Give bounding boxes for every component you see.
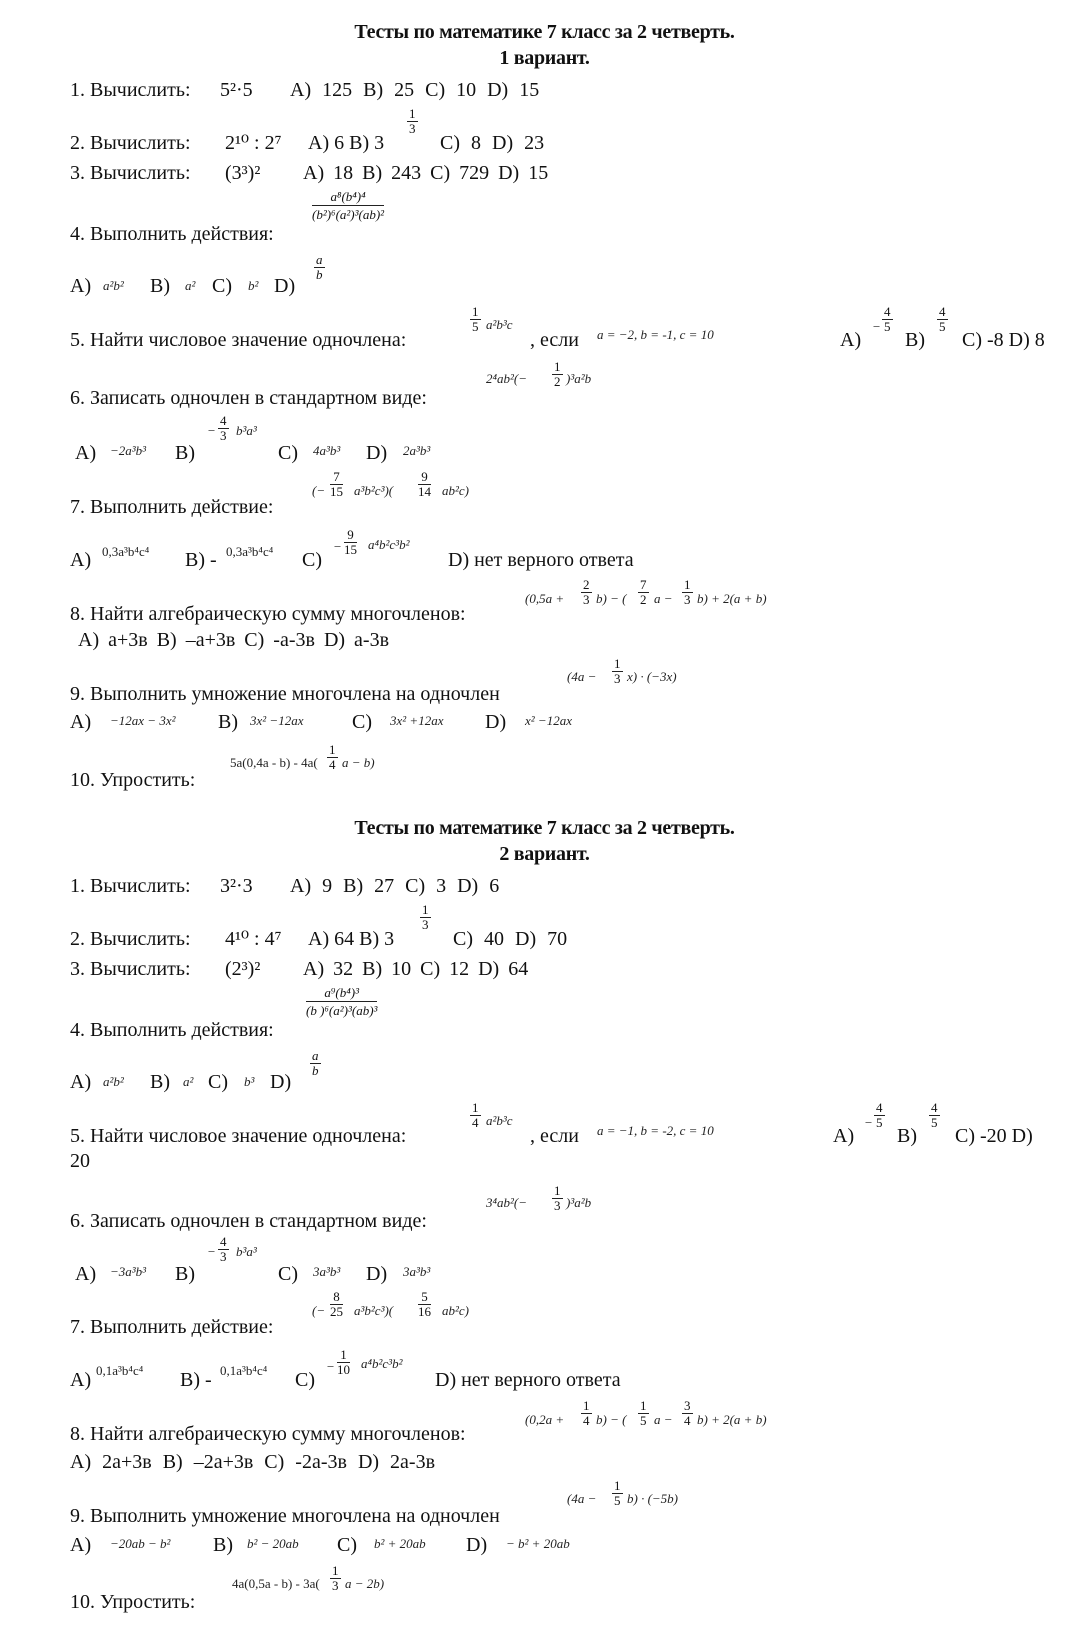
expression: 5²·5 bbox=[220, 79, 253, 101]
expression: a − b) bbox=[342, 755, 375, 770]
fraction: 1 2 bbox=[554, 359, 561, 389]
question-9: 9. Выполнить умножение многочлена на одночлен bbox=[70, 683, 500, 705]
answers: C) -20 D) bbox=[955, 1125, 1033, 1147]
answer-expr: b² + 20ab bbox=[374, 1536, 426, 1551]
answer-label: B) - bbox=[180, 1369, 212, 1391]
expression: (− bbox=[312, 1303, 326, 1318]
answers: A) 18 B) 243 C) 729 D) 15 bbox=[303, 162, 549, 184]
fraction: 4 5 bbox=[876, 1100, 883, 1130]
fraction: 9 14 bbox=[418, 469, 431, 499]
answer-expr: 0,1a³b⁴c⁴ bbox=[220, 1363, 268, 1378]
sign: − bbox=[207, 1244, 216, 1259]
answer-label: B) bbox=[897, 1125, 917, 1147]
expression: (0,5a + bbox=[525, 591, 565, 606]
expression: 2¹⁰ : 2⁷ bbox=[225, 132, 282, 154]
expression: 3²·3 bbox=[220, 875, 253, 897]
answers: A) 6 B) 3 bbox=[308, 132, 385, 154]
answer-label: C) bbox=[352, 711, 372, 733]
answers: A) 125 B) 25 C) 10 D) 15 bbox=[290, 79, 540, 101]
fraction: 4 5 bbox=[939, 304, 946, 334]
question-10: 10. Упростить: bbox=[70, 769, 196, 791]
fraction: 1 5 bbox=[640, 1398, 647, 1428]
expression: )³a²b bbox=[566, 371, 592, 386]
answer-label: D) bbox=[485, 711, 507, 733]
answer-expr: 3a³b³ bbox=[313, 1264, 341, 1279]
fraction: 1 3 bbox=[332, 1563, 339, 1593]
sign: − bbox=[207, 423, 216, 438]
answer-expr: a²b² bbox=[103, 278, 124, 293]
answer-label: C) bbox=[212, 275, 232, 297]
fraction: a b bbox=[316, 252, 323, 282]
answer-label: B) bbox=[150, 275, 170, 297]
fraction: 1 5 bbox=[472, 304, 479, 334]
answer-expr: b³a³ bbox=[236, 1244, 257, 1259]
answer-label: A) bbox=[75, 442, 97, 464]
answer-label: A) bbox=[70, 275, 92, 297]
monomial: a²b³c bbox=[486, 317, 513, 332]
expression: 5a(0,4a - b) - 4a( bbox=[230, 755, 318, 770]
answer-expr: a⁴b²c³b² bbox=[361, 1356, 403, 1371]
fraction: 2 3 bbox=[583, 577, 590, 607]
answer-expr: 3x² +12ax bbox=[390, 713, 444, 728]
sign: − bbox=[864, 1115, 873, 1130]
answer-expr: 4a³b³ bbox=[313, 443, 341, 458]
fraction: 1 4 bbox=[583, 1398, 590, 1428]
answer-expr: b³a³ bbox=[236, 423, 257, 438]
answer-expr: a² bbox=[185, 278, 196, 293]
fraction: 7 15 bbox=[330, 469, 343, 499]
fraction: 1 3 bbox=[422, 902, 429, 932]
expression: ab²c) bbox=[442, 483, 469, 498]
question-4: 4. Выполнить действия: bbox=[70, 1019, 274, 1041]
expression: a³b²c³)( bbox=[354, 1303, 394, 1318]
answer-label: D) bbox=[366, 442, 388, 464]
sign: − bbox=[333, 539, 342, 554]
question-9: 9. Выполнить умножение многочлена на одночлен bbox=[70, 1505, 500, 1527]
variable-values: a = −2, b = -1, c = 10 bbox=[597, 327, 714, 342]
question-3: 3. Вычислить: bbox=[70, 162, 191, 184]
expression: b) + 2(a + b) bbox=[697, 591, 767, 606]
fraction: 4 5 bbox=[884, 304, 891, 334]
fraction: 8 25 bbox=[330, 1289, 343, 1319]
answer-label: D) нет верного ответа bbox=[435, 1369, 621, 1391]
monomial: a²b³c bbox=[486, 1113, 513, 1128]
fraction: 1 5 bbox=[614, 1478, 621, 1508]
answer-expr: a² bbox=[183, 1074, 194, 1089]
answer-expr: b² bbox=[248, 278, 259, 293]
answers: C) 8 D) 23 bbox=[440, 132, 545, 154]
expression: b) − ( bbox=[596, 591, 627, 606]
fraction: 4 3 bbox=[220, 1234, 227, 1264]
question-5: 5. Найти числовое значение одночлена: bbox=[70, 329, 407, 351]
answer-label: A) bbox=[70, 549, 92, 571]
fraction-expression: a⁹(b⁴)³ (b )⁶(a²)³(ab)³ bbox=[306, 985, 378, 1018]
answer-label: A) bbox=[840, 329, 862, 351]
question-3: 3. Вычислить: bbox=[70, 958, 191, 980]
expression: (− bbox=[312, 483, 326, 498]
answer-expr: a⁴b²c³b² bbox=[368, 537, 410, 552]
answer-label: A) bbox=[70, 1369, 92, 1391]
fraction: 1 4 bbox=[329, 742, 336, 772]
answer-label: A) bbox=[70, 1534, 92, 1556]
fraction: 1 4 bbox=[472, 1100, 479, 1130]
answers: 20 bbox=[70, 1150, 90, 1172]
answer-label: C) bbox=[208, 1071, 228, 1093]
test-title: Тесты по математике 7 класс за 2 четверть. bbox=[354, 817, 735, 839]
question-4: 4. Выполнить действия: bbox=[70, 223, 274, 245]
fraction: 1 3 bbox=[409, 106, 416, 136]
sign: − bbox=[872, 319, 881, 334]
fraction: 3 4 bbox=[684, 1398, 691, 1428]
answer-label: C) bbox=[278, 442, 298, 464]
fraction: 1 3 bbox=[614, 656, 621, 686]
test-title: Тесты по математике 7 класс за 2 четверть. bbox=[354, 21, 735, 43]
answer-expr: 3a³b³ bbox=[403, 1264, 431, 1279]
expression: 3⁴ab²(− bbox=[486, 1195, 528, 1210]
answers: C) -8 D) 8 bbox=[962, 329, 1045, 351]
fraction: 9 15 bbox=[344, 527, 357, 557]
question-7: 7. Выполнить действие: bbox=[70, 496, 274, 518]
answer-label: B) - bbox=[185, 549, 217, 571]
question-1: 1. Вычислить: bbox=[70, 875, 191, 897]
answer-label: D) bbox=[270, 1071, 292, 1093]
answer-expr: 0,3a³b⁴c⁴ bbox=[102, 544, 150, 559]
expression: 4a(0,5a - b) - 3a( bbox=[232, 1576, 320, 1591]
answer-expr: 3x² −12ax bbox=[250, 713, 304, 728]
fraction: 4 3 bbox=[220, 413, 227, 443]
answer-label: B) bbox=[175, 1263, 195, 1285]
variable-values: a = −1, b = -2, c = 10 bbox=[597, 1123, 714, 1138]
answer-label: B) bbox=[905, 329, 925, 351]
expression: x) · (−3x) bbox=[627, 669, 677, 684]
answers: C) 40 D) 70 bbox=[453, 928, 568, 950]
expression: (0,2a + bbox=[525, 1412, 565, 1427]
expression: (4a − bbox=[567, 669, 597, 684]
fraction: 1 10 bbox=[337, 1347, 350, 1377]
answer-expr: x² −12ax bbox=[525, 713, 572, 728]
expression: b) + 2(a + b) bbox=[697, 1412, 767, 1427]
question-8: 8. Найти алгебраическую сумму многочленов: bbox=[70, 603, 466, 625]
answer-expr: −20ab − b² bbox=[110, 1536, 171, 1551]
answers: A) 64 B) 3 bbox=[308, 928, 395, 950]
expression: )³a²b bbox=[566, 1195, 592, 1210]
answer-label: A) bbox=[833, 1125, 855, 1147]
expression: a − bbox=[654, 1412, 673, 1427]
expression: a − 2b) bbox=[345, 1576, 385, 1591]
expression: (2³)² bbox=[225, 958, 261, 980]
answer-expr: b² − 20ab bbox=[247, 1536, 299, 1551]
question-6: 6. Записать одночлен в стандартном виде: bbox=[70, 387, 427, 409]
variant-label: 1 вариант. bbox=[499, 47, 590, 69]
question-7: 7. Выполнить действие: bbox=[70, 1316, 274, 1338]
answer-label: C) bbox=[302, 549, 322, 571]
fraction: 4 5 bbox=[931, 1100, 938, 1130]
answer-label: B) bbox=[213, 1534, 233, 1556]
answer-label: C) bbox=[295, 1369, 315, 1391]
answer-label: A) bbox=[70, 1071, 92, 1093]
answer-label: B) bbox=[150, 1071, 170, 1093]
answer-label: A) bbox=[70, 711, 92, 733]
answer-label: D) bbox=[466, 1534, 488, 1556]
expression: (3³)² bbox=[225, 162, 261, 184]
answers: A) 32 B) 10 C) 12 D) 64 bbox=[303, 958, 529, 980]
answer-expr: 0,1a³b⁴c⁴ bbox=[96, 1363, 144, 1378]
fraction: 1 3 bbox=[554, 1183, 561, 1213]
answer-label: C) bbox=[337, 1534, 357, 1556]
expression: 4¹⁰ : 4⁷ bbox=[225, 928, 282, 950]
question-2: 2. Вычислить: bbox=[70, 928, 191, 950]
answer-label: B) bbox=[175, 442, 195, 464]
answer-expr: − b² + 20ab bbox=[506, 1536, 570, 1551]
answer-label: D) нет верного ответа bbox=[448, 549, 634, 571]
expression: b) − ( bbox=[596, 1412, 627, 1427]
fraction: 5 16 bbox=[418, 1289, 431, 1319]
question-1: 1. Вычислить: bbox=[70, 79, 191, 101]
answer-label: D) bbox=[366, 1263, 388, 1285]
variant-label: 2 вариант. bbox=[499, 843, 590, 865]
condition-label: , если bbox=[530, 1125, 579, 1147]
sign: − bbox=[326, 1359, 335, 1374]
question-8: 8. Найти алгебраическую сумму многочленов: bbox=[70, 1423, 466, 1445]
fraction: 7 2 bbox=[640, 577, 647, 607]
answer-expr: −12ax − 3x² bbox=[110, 713, 176, 728]
expression: 2⁴ab²(− bbox=[486, 371, 528, 386]
expression: b) · (−5b) bbox=[627, 1491, 679, 1506]
answer-label: C) bbox=[278, 1263, 298, 1285]
answer-expr: a²b² bbox=[103, 1074, 124, 1089]
question-5: 5. Найти числовое значение одночлена: bbox=[70, 1125, 407, 1147]
fraction-expression: a⁸(b⁴)⁴ (b²)⁶(a²)³(ab)² bbox=[312, 189, 385, 222]
answer-expr: b³ bbox=[244, 1074, 255, 1089]
question-10: 10. Упростить: bbox=[70, 1591, 196, 1613]
question-6: 6. Записать одночлен в стандартном виде: bbox=[70, 1210, 427, 1232]
answers: A) 2a+3в B) –2a+3в C) -2a-3в D) 2a-3в bbox=[70, 1451, 436, 1473]
answer-label: A) bbox=[75, 1263, 97, 1285]
answer-expr: −2a³b³ bbox=[110, 443, 147, 458]
answers: A) a+3в B) –a+3в C) -a-3в D) a-3в bbox=[78, 629, 390, 651]
fraction: 1 3 bbox=[684, 577, 691, 607]
answers: A) 9 B) 27 C) 3 D) 6 bbox=[290, 875, 500, 897]
expression: ab²c) bbox=[442, 1303, 469, 1318]
answer-expr: 2a³b³ bbox=[403, 443, 431, 458]
answer-expr: 0,3a³b⁴c⁴ bbox=[226, 544, 274, 559]
fraction: a b bbox=[312, 1048, 319, 1078]
expression: a − bbox=[654, 591, 673, 606]
expression: a³b²c³)( bbox=[354, 483, 394, 498]
answer-label: D) bbox=[274, 275, 296, 297]
answer-label: B) bbox=[218, 711, 238, 733]
expression: (4a − bbox=[567, 1491, 597, 1506]
condition-label: , если bbox=[530, 329, 579, 351]
answer-expr: −3a³b³ bbox=[110, 1264, 147, 1279]
question-2: 2. Вычислить: bbox=[70, 132, 191, 154]
